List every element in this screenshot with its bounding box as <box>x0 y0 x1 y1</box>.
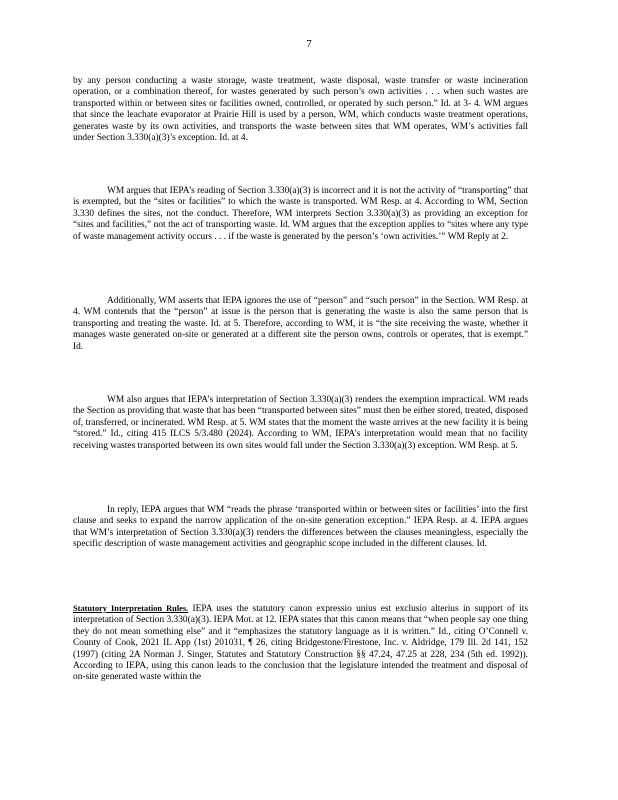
paragraph-1: by any person conducting a waste storage, waste treatment, waste disposal, waste transfer or waste incineration operation, or a combination thereof, for wastes generated by such person’s own activities . . . when such wastes are transported within or between sites or facilities owned, controlled, or operated by such person.” Id. at 3- 4. WM argues that since the leachate evaporator at Prairie Hill is used by a person, WM, which conducts waste treatment operations, generates waste by its own activities, and transports the waste between sites that WM operates, WM’s activities fall under Section 3.330(a)(3)’s exception. Id. at 4. <box>73 76 528 144</box>
paragraph-2: WM argues that IEPA’s reading of Section 3.330(a)(3) is incorrect and it is not the activity of “transporting” that is exempted, but the “sites or facilities” to which the waste is transported. WM Resp. at 4. According to WM, Section 3.330 defines the sites, not the conduct. Therefore, WM interprets Section 3.330(a)(3) as providing an exception for “sites and facilities,” not the act of transporting waste. Id. WM argues that the exception applies to “sites where any type of waste management activity occurs . . . if the waste is generated by the person’s ‘own activities.’” WM Reply at 2. <box>73 186 528 242</box>
section-heading: Statutory Interpretation Rules. <box>73 604 189 613</box>
paragraph-6-text: IEPA uses the statutory canon expressio unius est exclusio alterius in support of its interpretation of Section 3.330(a)(3). IEPA Mot. at 12. IEPA states that this canon means that “when people say one thing they do not mean something else” and it “emphasizes the statutory language as it is written.” Id., citing O’Connell v. County of Cook, 2021 IL App (1st) 201031, ¶ 26, citing Bridgestone/Firestone, Inc. v. Aldridge, 179 Ill. 2d 141, 152 (1997) (citing 2A Norman J. Singer, Statutes and Statutory Construction §§ 47.24, 47.25 at 228, 234 (5th ed. 1992)). According to IEPA, using this canon leads to the conclusion that the legislature intended the treatment and disposal of on-site generated waste within the <box>73 604 528 683</box>
page-number: 7 <box>306 38 312 50</box>
paragraph-3: Additionally, WM asserts that IEPA ignores the use of “person” and “such person” in the Section. WM Resp. at 4. WM contends that the “person” at issue is the person that is generating the waste is also the same person that is transporting and treating the waste. Id. at 5. Therefore, according to WM, it is “the site receiving the waste, whether it manages waste generated on-site or generated at a different site the person owns, controls or operates, that is exempt.” Id. <box>73 296 528 352</box>
paragraph-4: WM also argues that IEPA’s interpretation of Section 3.330(a)(3) renders the exemption impractical. WM reads the Section as providing that waste that has been “transported between sites” must then be either stored, treated, disposed of, transferred, or incinerated. WM Resp. at 5. WM states that the moment the waste arrives at the new facility it is being “stored.” Id., citing 415 ILCS 5/3.480 (2024). According to WM, IEPA’s interpretation would mean that no facility receiving wastes transported between its own sites would fall under the Section 3.330(a)(3) exception. WM Resp. at 5. <box>73 395 528 451</box>
paragraph-6 <box>73 603 528 684</box>
paragraph-5: In reply, IEPA argues that WM “reads the phrase ‘transported within or between sites or facilities’ into the first clause and seeks to expand the narrow application of the on-site generation exception.” IEPA Resp. at 4. IEPA argues that WM’s interpretation of Section 3.330(a)(3) renders the differences between the clauses meaningless, especially the specific description of waste management activities and geographic scope included in the different clauses. Id. <box>73 505 528 550</box>
